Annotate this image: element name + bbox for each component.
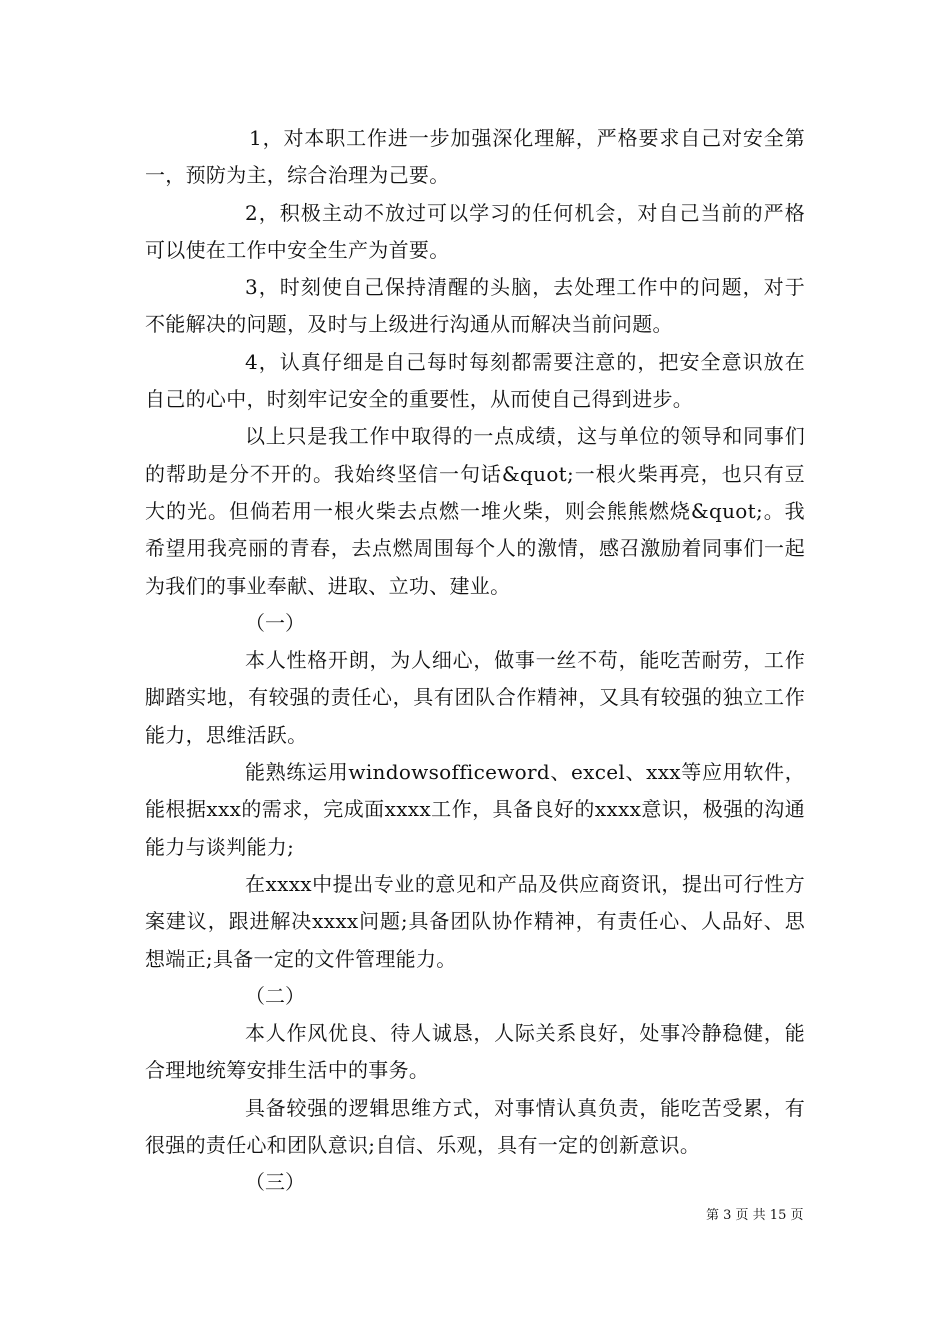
paragraph-style: 本人作风优良、待人诚恳，人际关系良好，处事冷静稳健，能合理地统筹安排生活中的事务。	[145, 1021, 805, 1083]
paragraph-item-1: 1，对本职工作进一步加强深化理解，严格要求自己对安全第一，预防为主，综合治理为己要。	[145, 126, 805, 188]
paragraph-skills: 能熟练运用windowsofficeword、excel、xxx等应用软件，能根据xxx的需求，完成面xxxx工作，具备良好的xxxx意识，极强的沟通能力与谈判能力;	[145, 760, 805, 859]
paragraph-item-4: 4，认真仔细是自己每时每刻都需要注意的，把安全意识放在自己的心中，时刻牢记安全的重要性，从而使自己得到进步。	[145, 349, 805, 412]
document-body	[145, 120, 805, 1202]
section-heading-1: （一）	[245, 610, 305, 635]
paragraph-item-3: 3，时刻使自己保持清醒的头脑，去处理工作中的问题，对于不能解决的问题，及时与上级进行沟通从而解决当前问题。	[145, 275, 805, 337]
paragraph-personality: 本人性格开朗，为人细心，做事一丝不苟，能吃苦耐劳，工作脚踏实地，有较强的责任心，具有团队合作精神，又具有较强的独立工作能力，思维活跃。	[145, 648, 805, 747]
paragraph-advice: 在xxxx中提出专业的意见和产品及供应商资讯，提出可行性方案建议，跟进解决xxxx问题;具备团队协作精神，有责任心、人品好、思想端正;具备一定的文件管理能力。	[145, 871, 805, 971]
section-heading-3: （三）	[245, 1170, 305, 1195]
paragraph-item-2: 2，积极主动不放过可以学习的任何机会，对自己当前的严格可以使在工作中安全生产为首要。	[145, 200, 805, 262]
page-number-footer: 第 3 页 共 15 页	[706, 1208, 804, 1223]
section-heading-2: （二）	[245, 983, 305, 1008]
paragraph-logic: 具备较强的逻辑思维方式，对事情认真负责，能吃苦受累，有很强的责任心和团队意识;自信、乐观，具有一定的创新意识。	[145, 1095, 805, 1158]
paragraph-summary: 以上只是我工作中取得的一点成绩，这与单位的领导和同事们的帮助是分不开的。我始终坚信一句话&quot;一根火柴再亮，也只有豆大的光。但倘若用一根火柴去点燃一堆火柴，则会熊熊燃烧&quot;。我希望用我亮丽的青春，去点燃周围每个人的激情，感召激励着同事们一起为我们的事业奉献、进取、立功、建业。	[145, 424, 805, 598]
